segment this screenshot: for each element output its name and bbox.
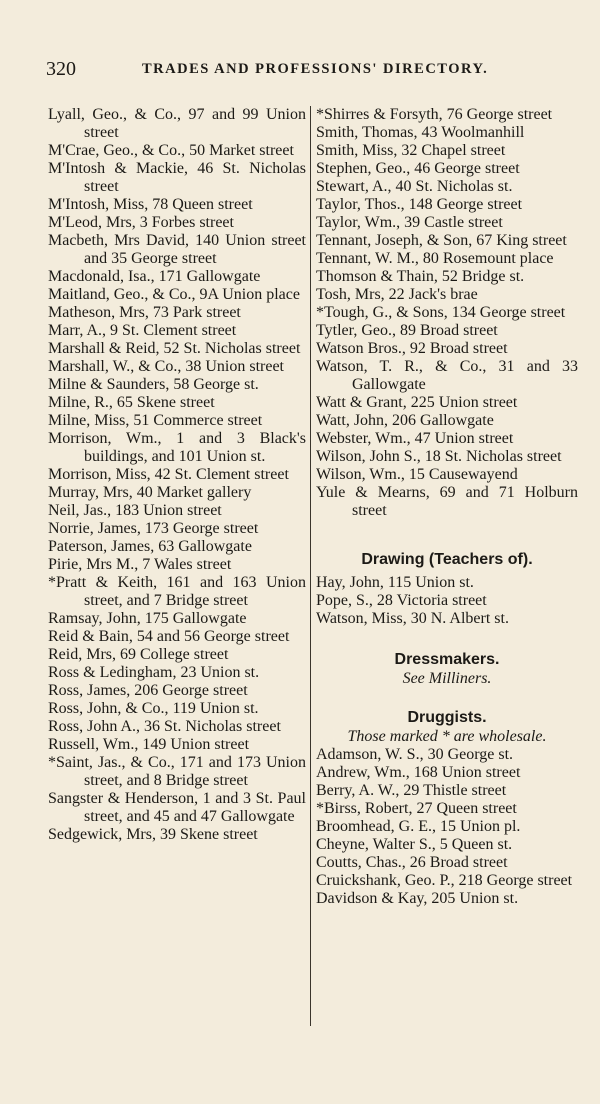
directory-entry: Sangster & Henderson, 1 and 3 St. Paul street, and 45 and 47 Gallowgate: [48, 790, 306, 825]
page-header: [0, 58, 600, 88]
directory-entry: *Birss, Robert, 27 Queen street: [316, 800, 517, 817]
directory-entry: Wilson, John S., 18 St. Nicholas street: [316, 448, 562, 465]
directory-entry: *Saint, Jas., & Co., 171 and 173 Union street, and 8 Bridge street: [48, 754, 306, 789]
directory-entry: Marshall, W., & Co., 38 Union street: [48, 358, 284, 375]
directory-entry: Watson, Miss, 30 N. Albert st.: [316, 610, 509, 627]
directory-entry: Tennant, Joseph, & Son, 67 King street: [316, 232, 567, 249]
directory-entry: Russell, Wm., 149 Union street: [48, 736, 250, 753]
directory-entry: Morrison, Miss, 42 St. Clement street: [48, 466, 289, 483]
directory-entry: Taylor, Thos., 148 George street: [316, 196, 523, 213]
directory-entry: Ross & Ledingham, 23 Union st.: [48, 664, 260, 681]
drawing-heading: Drawing (Teachers of).: [361, 551, 533, 568]
directory-entry: Ross, James, 206 George street: [48, 682, 248, 699]
directory-entry: *Tough, G., & Sons, 134 George street: [316, 304, 566, 321]
directory-entry: Pirie, Mrs M., 7 Wales street: [48, 556, 232, 573]
directory-entry: Ross, John A., 36 St. Nicholas street: [48, 718, 281, 735]
directory-entry: Broomhead, G. E., 15 Union pl.: [316, 818, 521, 835]
directory-entry: M'Intosh & Mackie, 46 St. Nicholas street: [48, 160, 306, 195]
directory-entry: Davidson & Kay, 205 Union st.: [316, 890, 519, 907]
directory-entry: M'Intosh, Miss, 78 Queen street: [48, 196, 253, 213]
directory-entry: Norrie, James, 173 George street: [48, 520, 259, 537]
directory-entry: Sedgewick, Mrs, 39 Skene street: [48, 826, 258, 843]
left-column: [48, 106, 306, 844]
directory-entry: Thomson & Thain, 52 Bridge st.: [316, 268, 525, 285]
directory-entry: Morrison, Wm., 1 and 3 Black's buildings, and 101 Union st.: [48, 430, 306, 465]
directory-entry: Wilson, Wm., 15 Causewayend: [316, 466, 518, 483]
page-number: 320: [46, 58, 76, 80]
directory-entry: *Pratt & Keith, 161 and 163 Union street, and 7 Bridge street: [48, 574, 306, 609]
directory-entry: Pope, S., 28 Victoria street: [316, 592, 487, 609]
directory-entry: Yule & Mearns, 69 and 71 Holburn street: [316, 484, 578, 519]
directory-entry: Maitland, Geo., & Co., 9A Union place: [48, 286, 300, 303]
directory-entry: Macdonald, Isa., 171 Gallowgate: [48, 268, 261, 285]
directory-entry: Milne & Saunders, 58 George st.: [48, 376, 259, 393]
druggists-note: Those marked * are wholesale.: [347, 728, 547, 745]
dressmakers-heading: Dressmakers.: [394, 651, 500, 668]
dressmakers-note: See Milliners.: [402, 670, 492, 687]
directory-entry: Lyall, Geo., & Co., 97 and 99 Union street: [48, 106, 306, 141]
directory-entry: Tosh, Mrs, 22 Jack's brae: [316, 286, 478, 303]
directory-entry: Berry, A. W., 29 Thistle street: [316, 782, 507, 799]
directory-entry: Taylor, Wm., 39 Castle street: [316, 214, 503, 231]
directory-entry: Smith, Miss, 32 Chapel street: [316, 142, 506, 159]
directory-entry: Macbeth, Mrs David, 140 Union street and 35 George street: [48, 232, 306, 267]
directory-entry: Cruickshank, Geo. P., 218 George street: [316, 872, 573, 889]
directory-entry: Ross, John, & Co., 119 Union st.: [48, 700, 259, 717]
directory-entry: Adamson, W. S., 30 George st.: [316, 746, 514, 763]
directory-entry: Andrew, Wm., 168 Union street: [316, 764, 521, 781]
directory-entry: Cheyne, Walter S., 5 Queen st.: [316, 836, 513, 853]
directory-entry: Paterson, James, 63 Gallowgate: [48, 538, 252, 555]
directory-entry: Webster, Wm., 47 Union street: [316, 430, 514, 447]
druggists-heading: Druggists.: [407, 709, 487, 726]
directory-entry: Watson Bros., 92 Broad street: [316, 340, 508, 357]
directory-entry: Stewart, A., 40 St. Nicholas st.: [316, 178, 513, 195]
directory-entry: Watt & Grant, 225 Union street: [316, 394, 518, 411]
directory-entry: Reid & Bain, 54 and 56 George street: [48, 628, 290, 645]
directory-entry: Murray, Mrs, 40 Market gallery: [48, 484, 252, 501]
directory-entry: *Shirres & Forsyth, 76 George street: [316, 106, 553, 123]
directory-entry: Hay, John, 115 Union st.: [316, 574, 474, 591]
directory-entry: Marshall & Reid, 52 St. Nicholas street: [48, 340, 301, 357]
directory-entry: M'Crae, Geo., & Co., 50 Market street: [48, 142, 294, 159]
directory-entry: Milne, Miss, 51 Commerce street: [48, 412, 263, 429]
directory-entry: Tytler, Geo., 89 Broad street: [316, 322, 498, 339]
directory-entry: Neil, Jas., 183 Union street: [48, 502, 222, 519]
directory-entry: Milne, R., 65 Skene street: [48, 394, 215, 411]
directory-entry: Reid, Mrs, 69 College street: [48, 646, 229, 663]
directory-entry: Coutts, Chas., 26 Broad street: [316, 854, 508, 871]
directory-entry: Matheson, Mrs, 73 Park street: [48, 304, 241, 321]
directory-entry: Ramsay, John, 175 Gallowgate: [48, 610, 247, 627]
directory-entry: Tennant, W. M., 80 Rosemount place: [316, 250, 554, 267]
directory-entry: Stephen, Geo., 46 George street: [316, 160, 520, 177]
directory-entry: Watt, John, 206 Gallowgate: [316, 412, 494, 429]
running-title: TRADES AND PROFESSIONS' DIRECTORY.: [142, 61, 489, 77]
directory-entry: Watson, T. R., & Co., 31 and 33 Gallowgate: [316, 358, 578, 393]
column-divider: [310, 106, 311, 1026]
directory-entry: Smith, Thomas, 43 Woolmanhill: [316, 124, 525, 141]
right-column: [316, 106, 578, 908]
directory-entry: M'Leod, Mrs, 3 Forbes street: [48, 214, 234, 231]
directory-entry: Marr, A., 9 St. Clement street: [48, 322, 237, 339]
